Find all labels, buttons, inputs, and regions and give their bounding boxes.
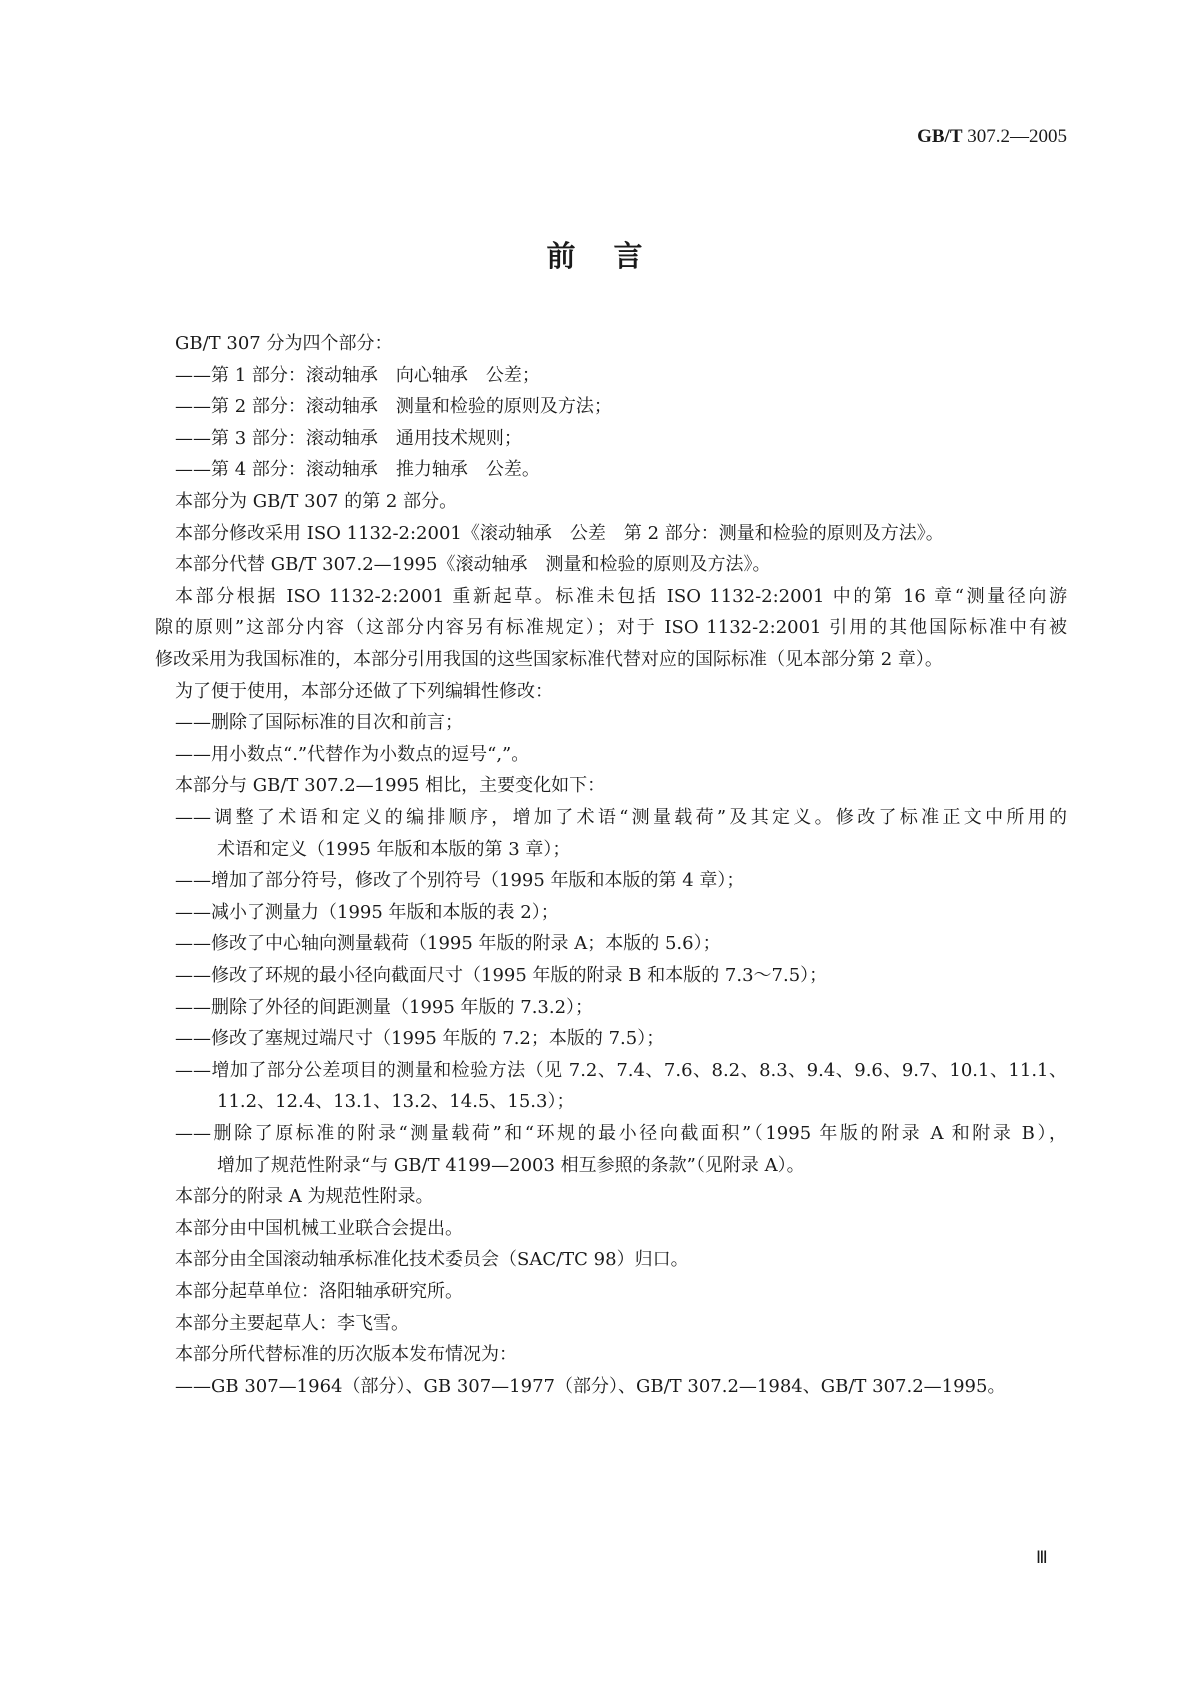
standard-number: 307.2—2005 [967,126,1067,147]
page-number: Ⅲ [1036,1548,1048,1567]
list-item-line: ——增加了部分符号，修改了个别符号（1995 年版和本版的第 4 章）； [175,870,745,892]
paragraph-line: 本部分与 GB/T 307.2—1995 相比，主要变化如下： [175,775,606,797]
paragraph-line: 修改采用为我国标准的，本部分引用我国的这些国家标准代替对应的国际标准（见本部分第 2 章）。 [155,649,943,670]
title-char-2: 言 [613,239,645,273]
paragraph-line: 本部分为 GB/T 307 的第 2 部分。 [175,491,458,512]
paragraph-line: 隙的原则”这部分内容（这部分内容另有标准规定）；对于 ISO 1132-2:2001 引用的其他国际标准中有被 [155,617,1067,639]
list-item-line: ——第 2 部分：滚动轴承 测量和检验的原则及方法； [175,396,612,418]
paragraph-line: 本部分的附录 A 为规范性附录。 [175,1186,434,1208]
list-item-line: ——第 3 部分：滚动轴承 通用技术规则； [175,427,522,449]
paragraph-line: 本部分起草单位：洛阳轴承研究所。 [175,1281,463,1302]
list-item-line: ——调整了术语和定义的编排顺序，增加了术语“测量载荷”及其定义。修改了标准正文中所用的 [175,807,1067,828]
paragraph-line: 11.2、12.4、13.1、13.2、14.5、15.3）； [217,1091,575,1113]
list-item-line: ——删除了外径的间距测量（1995 年版的 7.3.2）； [175,996,594,1018]
paragraph-line: 术语和定义（1995 年版和本版的第 3 章）； [217,838,571,860]
paragraph-line: 增加了规范性附录“与 GB/T 4199—2003 相互参照的条款”（见附录 A）。 [217,1154,805,1176]
list-item-line: ——增加了部分公差项目的测量和检验方法（见 7.2、7.4、7.6、8.2、8.3、9.4、9.6、9.7、10.1、11.1、 [175,1059,1067,1081]
list-item-line: ——GB 307—1964（部分）、GB 307—1977（部分）、GB/T 307.2—1984、GB/T 307.2—1995。 [175,1375,1006,1397]
paragraph-line: 本部分由全国滚动轴承标准化技术委员会（SAC/TC 98）归口。 [175,1249,689,1271]
paragraph-line: 本部分所代替标准的历次版本发布情况为： [175,1344,517,1366]
list-item-line: ——第 1 部分：滚动轴承 向心轴承 公差； [175,364,540,386]
paragraph-line: 本部分根据 ISO 1132-2:2001 重新起草。标准未包括 ISO 1132-2:2001 中的第 16 章“测量径向游 [175,585,1067,607]
paragraph-line: 本部分修改采用 ISO 1132-2:2001《滚动轴承 公差 第 2 部分：测量和检验的原则及方法》。 [175,522,944,544]
list-item-line: ——修改了塞规过端尺寸（1995 年版的 7.2；本版的 7.5）； [175,1028,665,1050]
list-item-line: ——减小了测量力（1995 年版和本版的表 2）； [175,901,559,923]
list-item-line: ——删除了原标准的附录“测量载荷”和“环规的最小径向截面积”（1995 年版的附录 A 和附录 B）， [175,1123,1067,1144]
paragraph-line: 本部分由中国机械工业联合会提出。 [175,1217,463,1239]
paragraph-line: 为了便于使用，本部分还做了下列编辑性修改： [175,680,553,702]
standard-prefix: GB/T [917,126,963,147]
paragraph-line: 本部分主要起草人：李飞雪。 [175,1312,409,1334]
list-item-line: ——第 4 部分：滚动轴承 推力轴承 公差。 [175,459,540,481]
list-item-line: ——修改了环规的最小径向截面尺寸（1995 年版的附录 B 和本版的 7.3～7.5）； [175,965,828,986]
list-item-line: ——用小数点“.”代替作为小数点的逗号“,”。 [175,743,530,765]
title-char-1: 前 [546,239,578,273]
standard-code [917,126,1067,148]
list-item-line: ——删除了国际标准的目次和前言； [175,712,463,734]
paragraph-line: GB/T 307 分为四个部分： [175,333,393,354]
list-item-line: ——修改了中心轴向测量载荷（1995 年版的附录 A；本版的 5.6）； [175,933,721,955]
paragraph-line: 本部分代替 GB/T 307.2—1995《滚动轴承 测量和检验的原则及方法》。 [175,554,771,576]
page-title [0,234,1191,275]
